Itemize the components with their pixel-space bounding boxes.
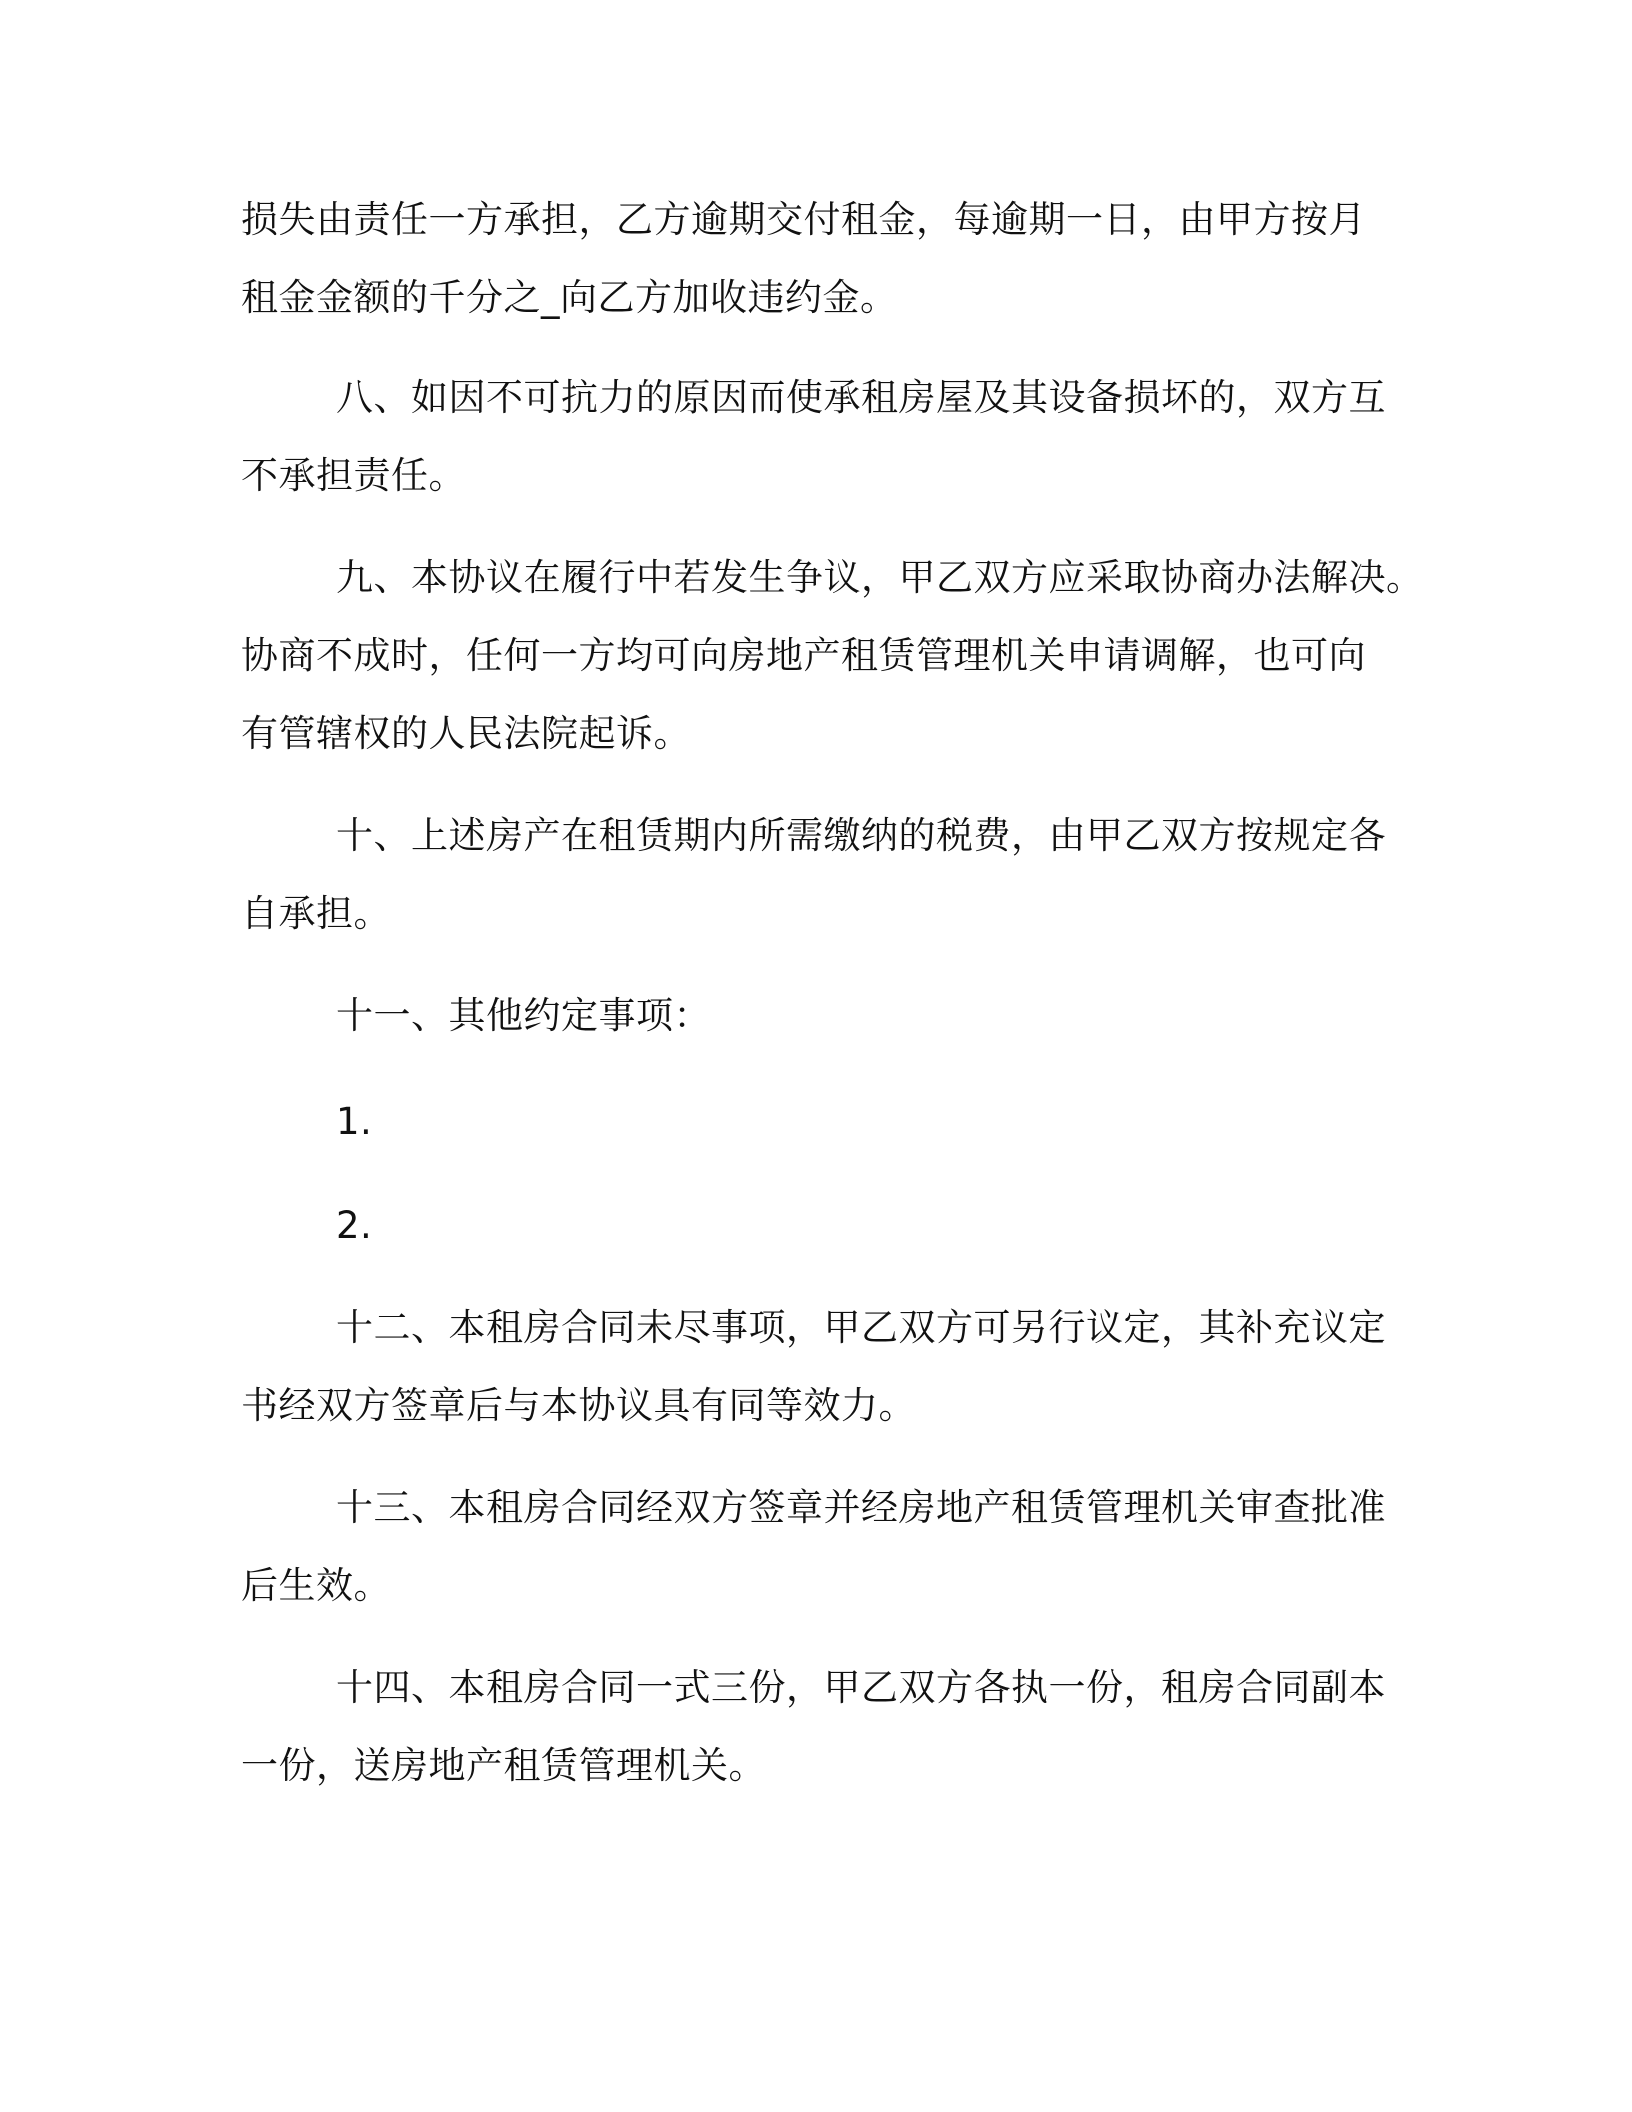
text-line: 自承担。 (241, 892, 391, 935)
clause-11-line: 十一、其他约定事项： (336, 994, 711, 1037)
clause-9-line: 九、本协议在履行中若发生争议，甲乙双方应采取协商办法解决。 (336, 556, 1424, 599)
text-line: 一份，送房地产租赁管理机关。 (241, 1744, 766, 1787)
text-line: 后生效。 (241, 1564, 391, 1607)
list-item-2: 2. (336, 1204, 373, 1247)
list-item-1: 1. (336, 1100, 373, 1143)
clause-8-line: 八、如因不可抗力的原因而使承租房屋及其设备损坏的，双方互 (336, 376, 1386, 419)
text-line: 损失由责任一方承担，乙方逾期交付租金，每逾期一日，由甲方按月 (241, 198, 1366, 241)
clause-10-line: 十、上述房产在租赁期内所需缴纳的税费，由甲乙双方按规定各 (336, 814, 1386, 857)
clause-13-line: 十三、本租房合同经双方签章并经房地产租赁管理机关审查批准 (336, 1486, 1386, 1529)
text-line: 协商不成时，任何一方均可向房地产租赁管理机关申请调解，也可向 (241, 634, 1366, 677)
text-line: 书经双方签章后与本协议具有同等效力。 (241, 1384, 916, 1427)
text-line: 有管辖权的人民法院起诉。 (241, 712, 691, 755)
text-line: 不承担责任。 (241, 454, 466, 497)
clause-14-line: 十四、本租房合同一式三份，甲乙双方各执一份，租房合同副本 (336, 1666, 1386, 1709)
text-line: 租金金额的千分之_向乙方加收违约金。 (241, 276, 898, 319)
clause-12-line: 十二、本租房合同未尽事项，甲乙双方可另行议定，其补充议定 (336, 1306, 1386, 1349)
